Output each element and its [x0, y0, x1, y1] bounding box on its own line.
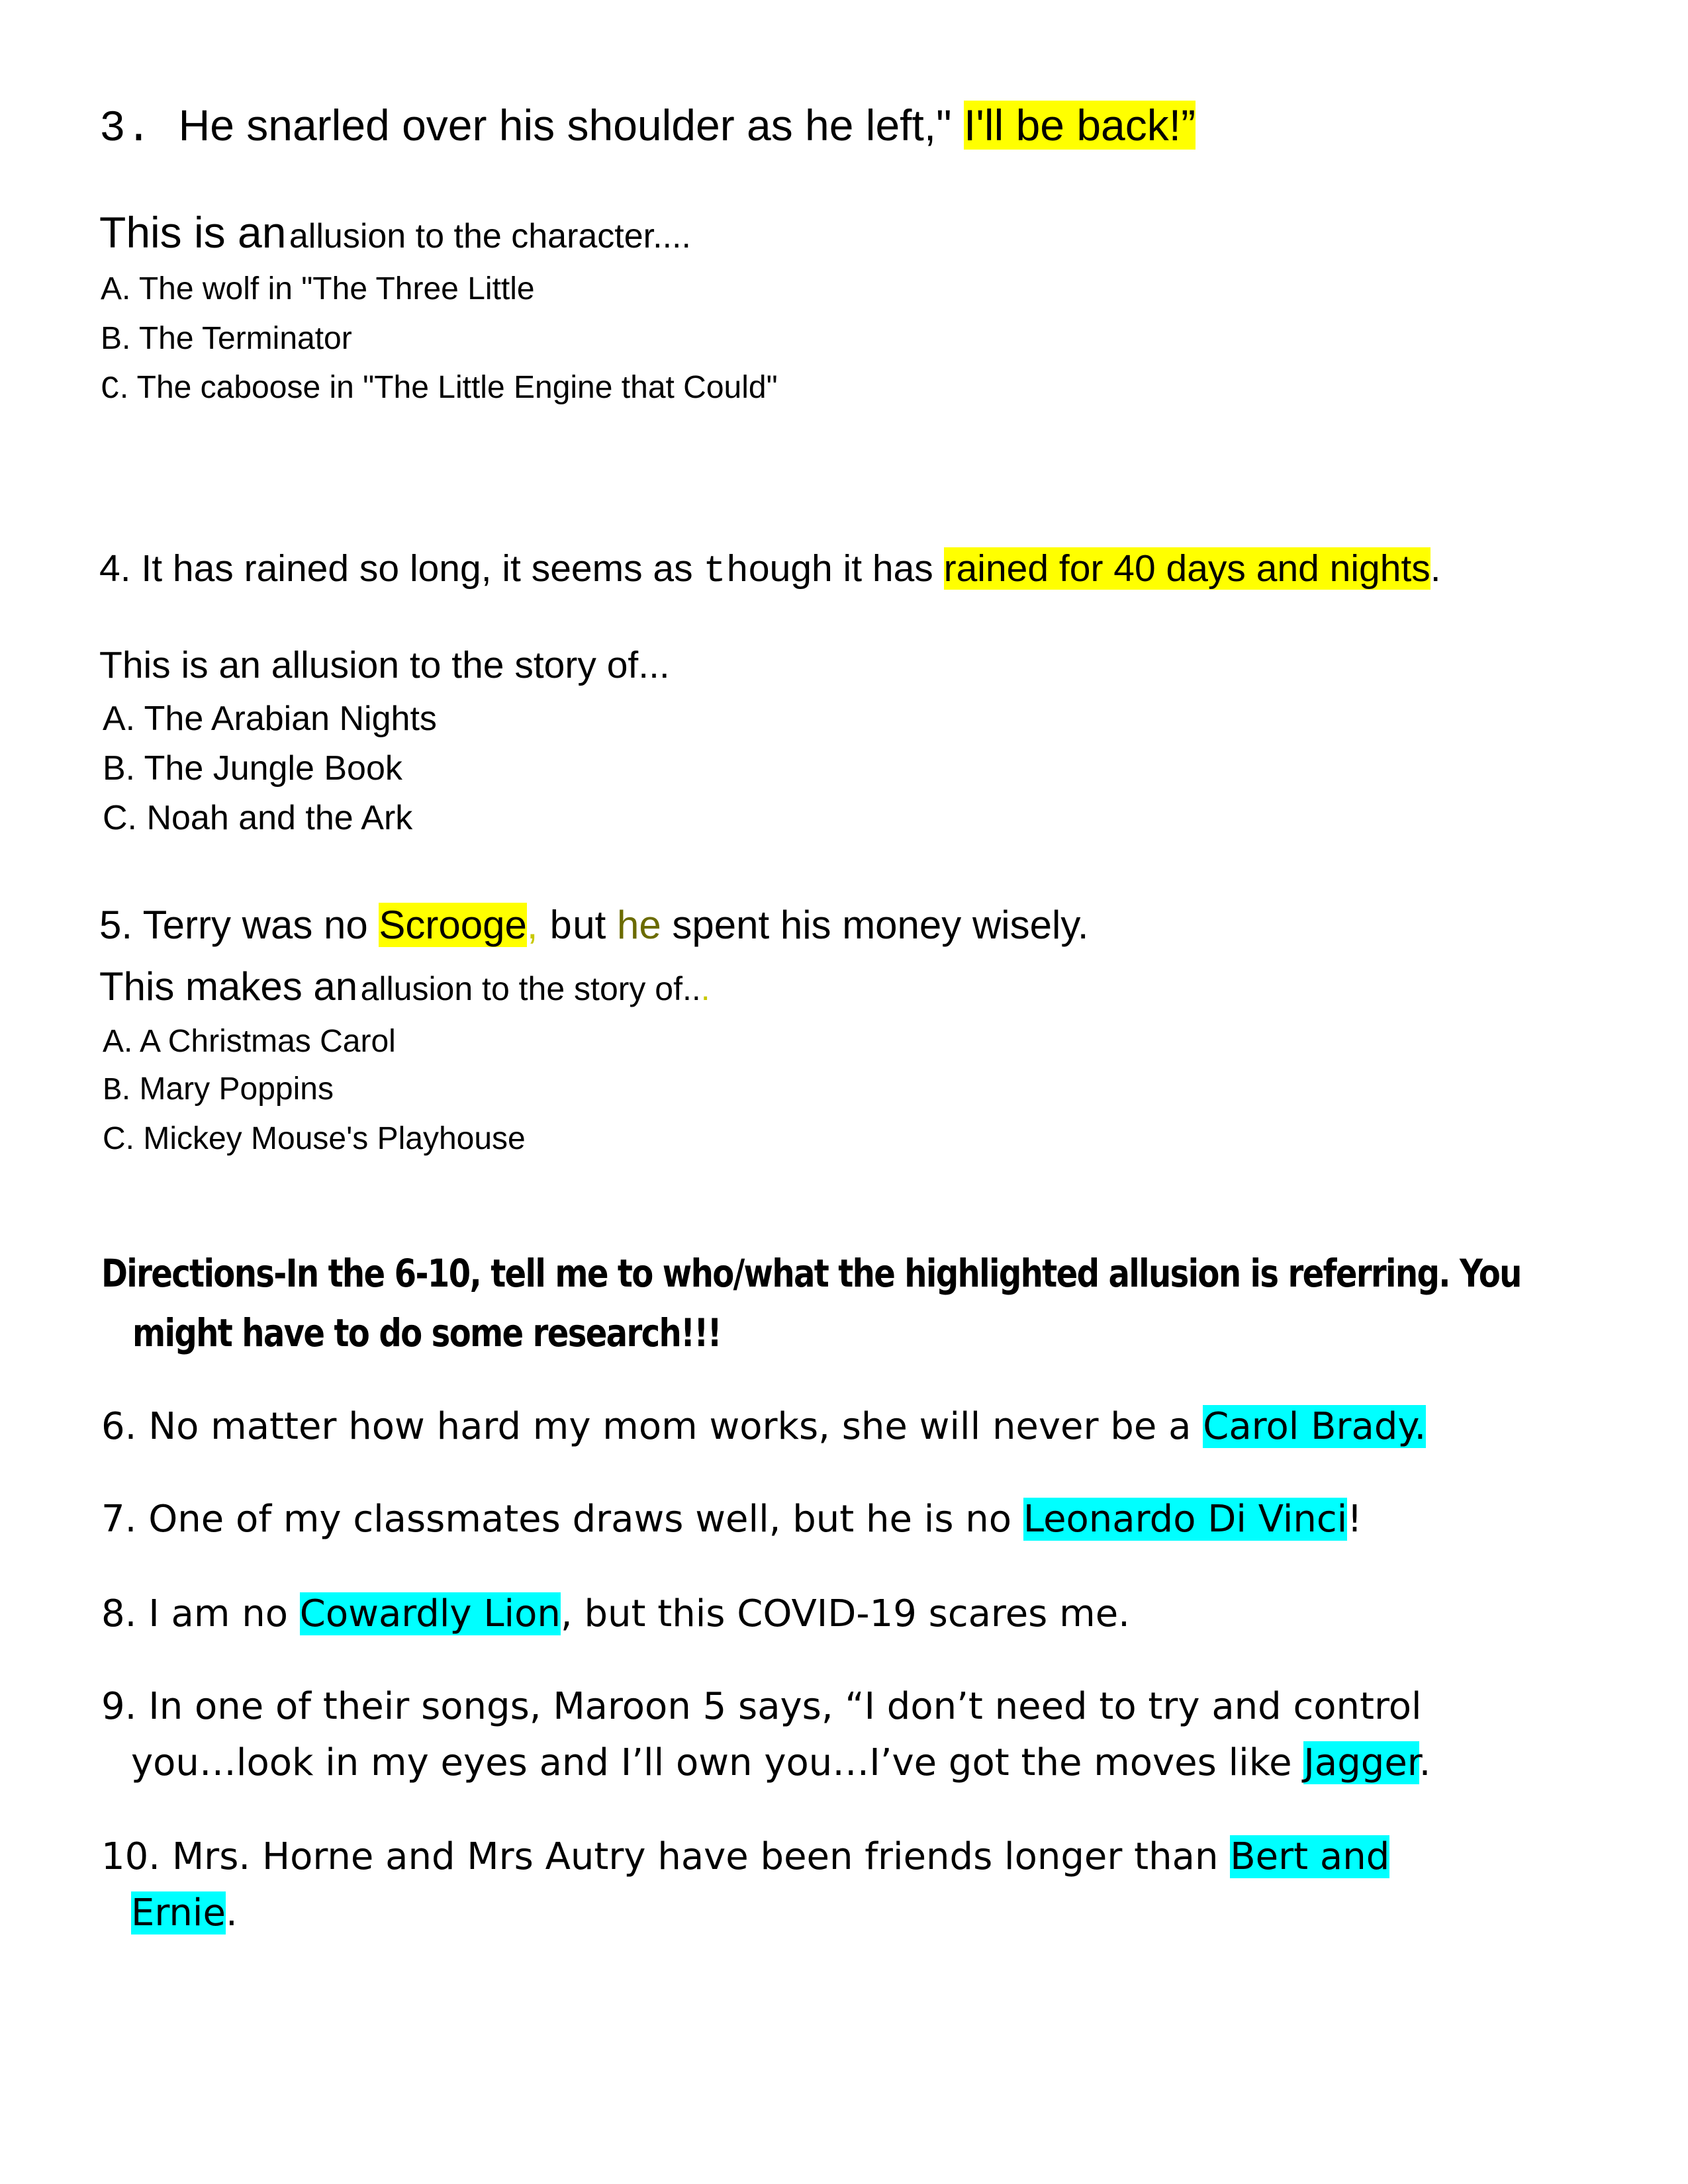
q10-line-1 [101, 1835, 1389, 1879]
q5-prompt [99, 963, 710, 1011]
q6-text: 6. No matter how hard my mom works, she will never be a [101, 1405, 1203, 1448]
q4-prompt: This is an allusion to the story of... [99, 644, 670, 686]
q9-highlight: Jagger [1303, 1741, 1419, 1784]
q5-ut: ut [573, 903, 617, 947]
directions-line-2: might have to do some research!!! [132, 1310, 721, 1355]
q7-end: ! [1347, 1498, 1362, 1541]
q4-highlight: rained for 40 days and nights [943, 547, 1430, 590]
q4-option-a: A. The Arabian Nights [103, 700, 437, 738]
q5-highlight: Scrooge [379, 903, 527, 947]
q3-option-a: A. The wolf in "The Three Little [101, 271, 535, 306]
q5-he: he [616, 903, 661, 947]
q10-highlight-1: Bert and [1230, 1835, 1390, 1878]
q3-prompt-end: allusion to the character.... [289, 217, 691, 255]
q5-prompt-end: allusion to the story of.. [360, 970, 701, 1007]
q6-highlight: Carol Brady. [1203, 1405, 1427, 1448]
q3-number: 3. [99, 104, 152, 154]
q4-option-c: C. Noah and the Ark [103, 799, 413, 837]
q5-sentence-a: 5. Terry was no [99, 903, 379, 947]
q3-option-c-letter: C [101, 372, 120, 408]
q10-highlight-2: Ernie [131, 1891, 226, 1934]
q3-sentence [99, 99, 1196, 155]
q5-mono-b: b [549, 906, 573, 951]
q5-prompt-dot: . [700, 970, 710, 1007]
q4-sentence-b: ough it has [748, 547, 944, 590]
q3-option-b: B. The Terminator [101, 321, 352, 356]
q7-sentence [101, 1497, 1362, 1541]
q4-sentence-mono: th [703, 551, 749, 593]
q8-highlight: Cowardly Lion [299, 1592, 561, 1635]
q9-end: . [1419, 1741, 1431, 1784]
q5-option-b-letter: B [103, 1073, 122, 1109]
q8-end: , but this COVID-19 scares me. [560, 1592, 1130, 1635]
q4-end: . [1430, 547, 1441, 590]
q4-sentence-a: 4. It has rained so long, it seems as [99, 547, 704, 590]
q3-prompt [99, 206, 691, 259]
q3-option-c-text: . The caboose in "The Little Engine that Could" [119, 370, 778, 405]
q3-sentence-text: He snarled over his shoulder as he left," [178, 101, 952, 150]
directions-line-1: Directions-In the 6-10, tell me to who/what the highlighted allusion is referring. You [101, 1251, 1521, 1296]
q7-highlight: Leonardo Di Vinci [1023, 1498, 1348, 1541]
q4-sentence [99, 546, 1441, 594]
q9-line-2 [131, 1741, 1430, 1785]
q3-prompt-start: This is an [99, 208, 287, 257]
q8-text: 8. I am no [101, 1592, 300, 1635]
q10-line-1-text: 10. Mrs. Horne and Mrs Autry have been friends longer than [101, 1835, 1231, 1878]
q5-sentence-end: spent his money wisely. [661, 903, 1089, 947]
q5-option-c: C. Mickey Mouse's Playhouse [103, 1121, 526, 1156]
q5-option-b [103, 1070, 334, 1111]
q6-sentence [101, 1404, 1426, 1449]
q5-option-a: A. A Christmas Carol [103, 1024, 396, 1059]
q5-option-b-text: . Mary Poppins [121, 1071, 334, 1107]
q9-line-2-text: you…look in my eyes and I’ll own you…I’ve got the moves like [131, 1741, 1304, 1784]
q4-option-b: B. The Jungle Book [103, 749, 402, 788]
q3-highlight: I'll be back!” [963, 101, 1196, 150]
q9-line-1: 9. In one of their songs, Maroon 5 says, “I don’t need to try and control [101, 1685, 1422, 1728]
q5-comma: , [526, 903, 538, 947]
q7-text: 7. One of my classmates draws well, but he is no [101, 1498, 1023, 1541]
q10-line-2 [131, 1891, 238, 1935]
q3-option-c [101, 369, 778, 410]
q5-prompt-start: This makes an [99, 964, 358, 1009]
q8-sentence [101, 1592, 1130, 1636]
q5-sentence [99, 901, 1089, 952]
q10-end: . [225, 1891, 238, 1934]
